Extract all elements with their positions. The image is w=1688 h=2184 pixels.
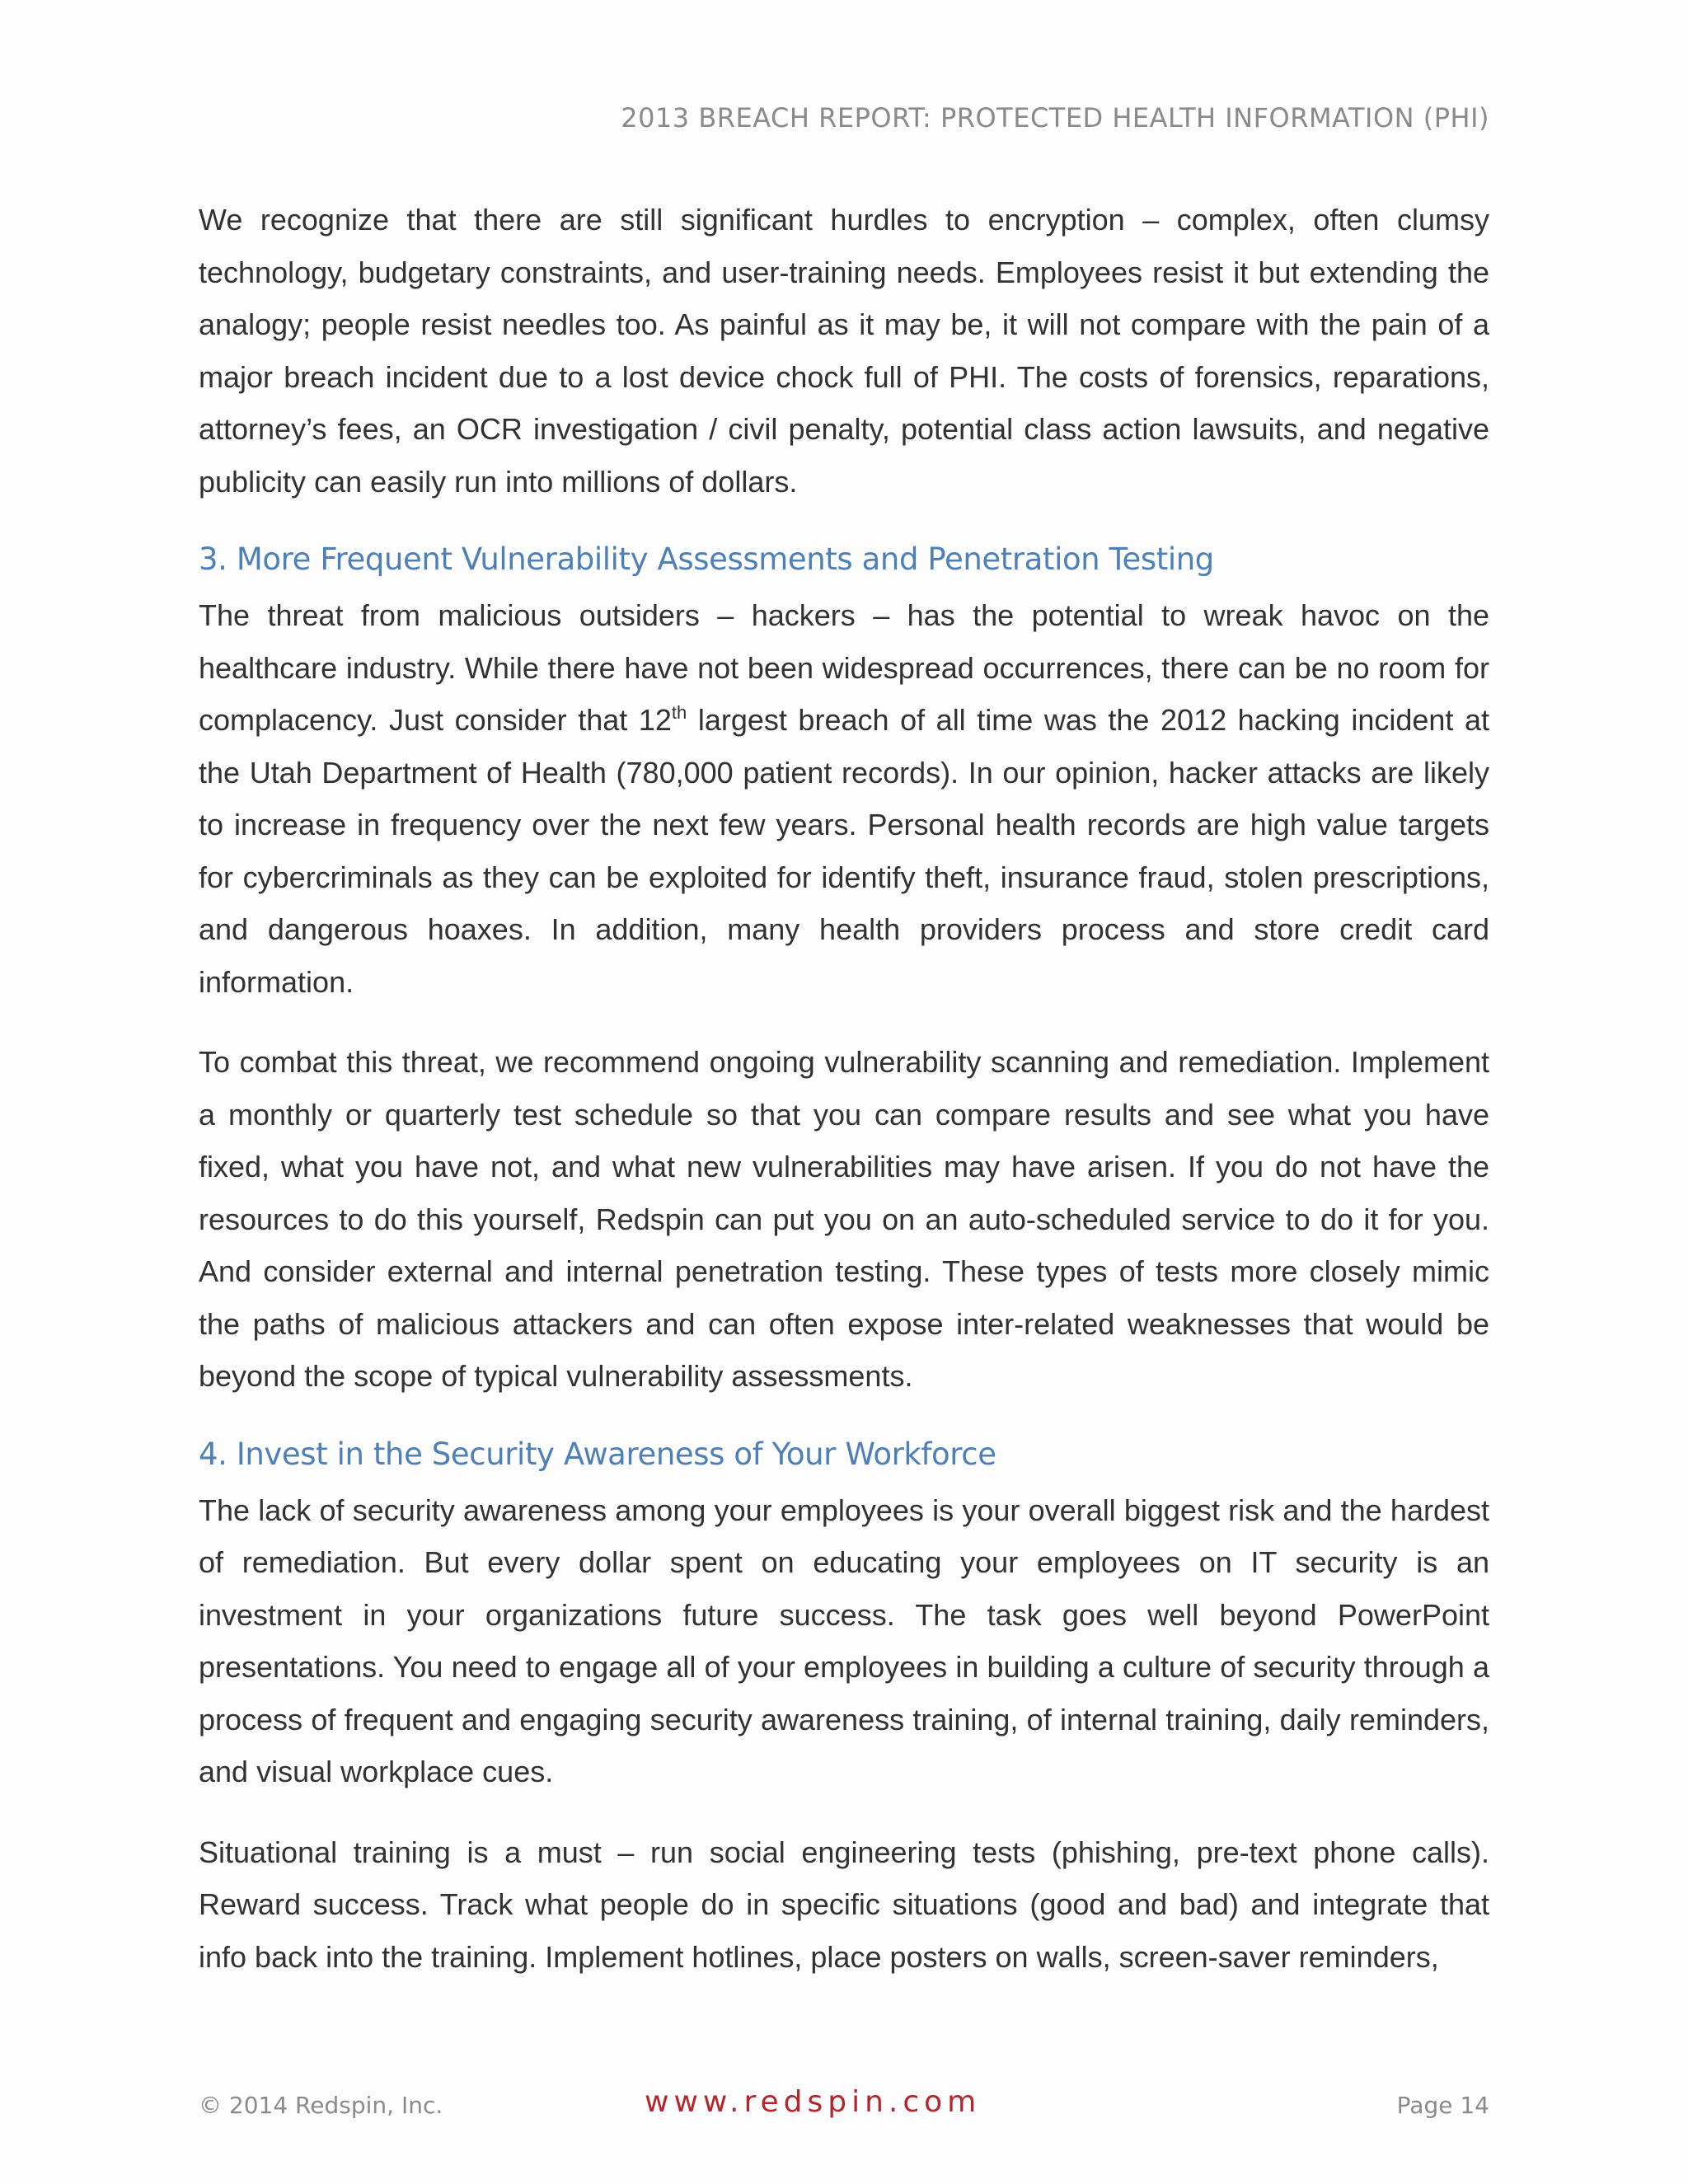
section-4-heading: 4. Invest in the Security Awareness of Your Workforce: [199, 1436, 996, 1472]
footer-page-number: Page 14: [1396, 2092, 1489, 2119]
section-3-p1-text-a: The threat from malicious outsiders – hackers – has the potential to wreak havoc on the healthcare industry. While there have not been widespread occurrences, there can be no room for complacency. Just consider that 12: [199, 598, 1489, 737]
section-3-heading: 3. More Frequent Vulnerability Assessments and Penetration Testing: [199, 541, 1214, 577]
section-3-paragraph-1: [199, 589, 1489, 1008]
footer-website-link[interactable]: www.redspin.com: [645, 2085, 982, 2119]
ordinal-suffix: th: [671, 702, 687, 723]
intro-paragraph: We recognize that there are still significant hurdles to encryption – complex, often clumsy technology, budgetary constraints, and user-training needs. Employees resist it but extending the analogy; people resist needles too. As painful as it may be, it will not compare with the pain of a major breach incident due to a lost device chock full of PHI. The costs of forensics, reparations, attorney’s fees, an OCR investigation / civil penalty, potential class action lawsuits, and negative publicity can easily run into millions of dollars.: [199, 203, 1489, 499]
footer-copyright: © 2014 Redspin, Inc.: [199, 2092, 443, 2119]
page-content: [199, 194, 1489, 1983]
section-3-paragraph-2: To combat this threat, we recommend ongoing vulnerability scanning and remediation. Implement a monthly or quarterly test schedule so that you can compare results and see what you have fixed, what you have not, and what new vulnerabilities may have arisen. If you do not have the resources to do this yourself, Redspin can put you on an auto-scheduled service to do it for you. And consider external and internal penetration testing. These types of tests more closely mimic the paths of malicious attackers and can often expose inter-related weaknesses that would be beyond the scope of typical vulnerability assessments.: [199, 1045, 1489, 1393]
section-4-paragraph-1: The lack of security awareness among your employees is your overall biggest risk and the hardest of remediation. But every dollar spent on educating your employees on IT security is an investment in your organizations future success. The task goes well beyond PowerPoint presentations. You need to engage all of your employees in building a culture of security through a process of frequent and engaging security awareness training, of internal training, daily reminders, and visual workplace cues.: [199, 1493, 1489, 1788]
section-4-paragraph-2: Situational training is a must – run social engineering tests (phishing, pre-text phone calls). Reward success. Track what people do in specific situations (good and bad) and integrate that info back into the training. Implement hotlines, place posters on walls, screen-saver reminders,: [199, 1835, 1489, 1974]
section-3-p1-text-b: largest breach of all time was the 2012 hacking incident at the Utah Department of Health (780,000 patient records). In our opinion, hacker attacks are likely to increase in frequency over the next few years. Personal health records are high value targets for cybercriminals as they can be exploited for identify theft, insurance fraud, stolen prescriptions, and dangerous hoaxes. In addition, many health providers process and store credit card information.: [199, 703, 1490, 999]
running-header: 2013 BREACH REPORT: PROTECTED HEALTH INFORMATION (PHI): [621, 102, 1489, 134]
